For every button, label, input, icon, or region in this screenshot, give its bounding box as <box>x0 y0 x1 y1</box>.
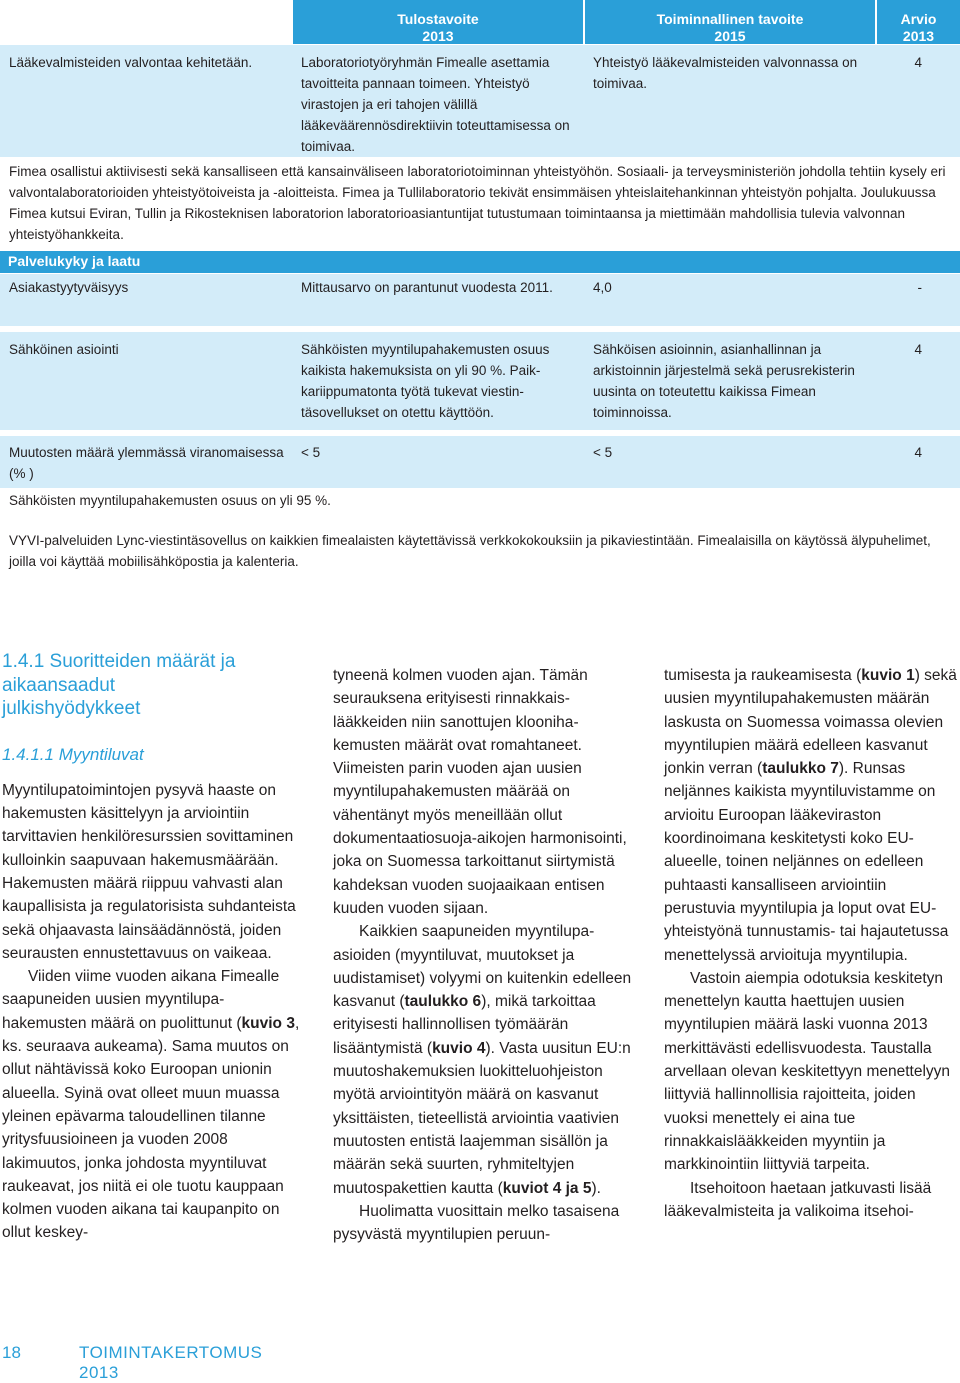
table-row <box>0 274 960 326</box>
row-goal: Lääkevalmisteiden valvontaa kehitetään. <box>9 55 253 70</box>
paragraph: tyneenä kolmen vuoden ajan. Tämän seurauksena erityisesti rinnakkaislääkkeiden niin sanottujen kloonihakemusten määrät ovat romahtaneet. Viimeisten parin vuoden ajan uusien myyntilupahakemusten määrää on vähentänyt myös meneillään ollut dokumentaatiosuoja-aikojen harmonisointi, joka on Suomessa tarkoittanut siirtymistä kahdeksan vuoden suojaaikaan entisen kuuden vuoden sijaan. <box>333 667 627 917</box>
header-output-label: Tulostavoite <box>397 11 479 27</box>
table-reference: taulukko 7 <box>762 760 839 778</box>
row-operational: < 5 <box>593 445 613 460</box>
header-operational-label: Toiminnallinen tavoite <box>656 11 804 27</box>
header-output-year: 2013 <box>422 28 454 44</box>
row-operational: Yhteistyö lääkevalmisteiden valvonnassa on toimivaa. <box>593 55 858 91</box>
page-number: 18 <box>2 1343 21 1362</box>
paragraph: Huolimatta vuosittain melko tasaisena pysyvästä myyntilupien peruun- <box>333 1202 620 1244</box>
header-output-target <box>293 0 583 44</box>
row-output: Mittausarvo on parantunut vuodesta 2011. <box>301 280 553 295</box>
header-assessment-year: 2013 <box>902 28 935 44</box>
table-row <box>0 45 960 157</box>
header-assessment-label: Arvio <box>900 11 937 27</box>
subsection-heading: 1.4.1.1 Myyntiluvat <box>2 744 144 764</box>
row-score: 4 <box>914 55 922 70</box>
table-reference: taulukko 6 <box>404 993 482 1011</box>
row-output: Laboratoriotyöryhmän Fimealle asettamia tavoitteita pannaan toimeen. Yhteistyö virastojen ja eri tahojen välillä lääkeväärennösdirektiivin toteuttamisessa on toimivaa. <box>301 55 570 154</box>
table-row <box>0 332 960 430</box>
section-header <box>0 251 960 273</box>
report-title: TOIMINTAKERTOMUS 2013 <box>79 1343 263 1382</box>
row-operational: 4,0 <box>593 280 612 295</box>
article-column-3 <box>664 664 958 1223</box>
row-score: 4 <box>914 445 922 460</box>
row-note: Fimea osallistui aktiivisesti sekä kansalliseen että kansainväliseen laboratoriotoiminnan yhteistyöhön. Sosiaali- ja terveysministeriön johdolla tehtiin kysely eri valvontalaboratorioiden yhteistyötoiveista ja -aloitteista. Fimea ja Tullilaboratorio tekivät ensimmäisen yhteislaitehankinnan yhteistyön pohjalta. Joulukuussa Fimea kutsui Eviran, Tullin ja Rikosteknisen laboratorion laboratorioasiantuntijat tutustumaan toimintaansa ja miettimään mahdollisia tulevia valvonnan yhteistyöhankkeita. <box>9 164 946 242</box>
row-output: Sähköisten myyntilupahakemusten osuus kaikista hakemuksista on yli 90 %. Paikkariippumatonta työtä tukevat viestintäsovellukset on otettu käyttöön. <box>301 342 550 420</box>
table-row <box>0 436 960 488</box>
header-assessment <box>877 0 960 44</box>
row-output: < 5 <box>301 445 321 460</box>
paragraph: Vastoin aiempia odotuksia keskitetyn menettelyn kautta haettujen uusien myyntilupien määrä laski vuonna 2013 merkittävästi edellisvuodesta. Taustalla arvellaan olevan keskitettyyn menettelyyn liittyviä hallinnollisia rajoitteita, joiden vuoksi menettely ei aina tue rinnakkaislääkkeiden myyntiin ja markkinointiin liittyviä tarpeita. <box>664 969 951 1174</box>
header-operational-year: 2015 <box>714 28 746 44</box>
row-goal: Muutosten määrä ylemmässä viranomaisessa (% ) <box>9 445 284 481</box>
paragraph: Myyntilupatoimintojen pysyvä haaste on hakemusten käsittelyyn ja arviointiin tarvittavien henkilöresurssien sovittaminen kulloinkin saapuvaan hakemusmäärään. Hakemusten määrä riippuu vahvasti alan kaupallisista ja regulatorisista suhdanteista sekä ohjaavasta lainsäädännöstä, joiden seurausten ennustettavuus on vaikeaa. <box>2 781 296 962</box>
row-goal: Asiakastyytyväisyys <box>9 280 129 295</box>
header-operational-target <box>585 0 875 44</box>
article-column-1 <box>2 650 302 1245</box>
row-operational: Sähköisen asioinnin, asianhallinnan ja arkistoinnin järjestelmä sekä perusrekisterin uusinta on toteutettu kaikissa Fimean toiminnoissa. <box>593 342 855 420</box>
paragraph: Viiden viime vuoden aikana Fimealle saapuneiden uusien myyntilupahakemusten määrä on puolittunut (kuvio 3, ks. seuraava aukeama). Sama muutos on ollut nähtävissä koko Euroopan unionin alueella. Syinä ovat olleet muun muassa yleinen epävarma taloudellinen tilanne yritysfuusioineen ja vuoden 2008 lakimuutos, jonka johdosta myyntiluvat raukeavat, jos niitä ei ole tuotu kauppaan kolmen vuoden aikana tai kaupanpito on ollut keskey- <box>2 968 300 1242</box>
row-score: - <box>917 280 922 295</box>
figure-reference: kuvio 3 <box>241 1014 295 1032</box>
figure-reference: kuvio 1 <box>861 667 915 684</box>
paragraph: Itsehoitoon haetaan jatkuvasti lisää lääkevalmisteita ja valikoima itsehoi- <box>664 1179 932 1220</box>
article-column-2 <box>333 664 633 1246</box>
paragraph: tumisesta ja raukeamisesta (kuvio 1) sekä uusien myyntilupahakemusten määrän laskusta on Suomessa voimassa olevien myyntilupien määrä edelleen kasvanut jonkin verran (taulukko 7). Runsas neljännes kaikista myyntiluvistamme on arvioitu Euroopan lääkeviraston koordinoimana keskitetysti koko EU-alueelle, toinen neljännes on edelleen puhtaasti kansalliseen arviointiin perustuvia myyntilupia ja loput ovat EU-yhteistyönä tunnustamis- tai hajautetussa menettelyssä arvioituja myyntilupia. <box>664 667 957 964</box>
row-note: VYVI-palveluiden Lync-viestintäsovellus on kaikkien fimealaisten käytettävissä verkkokokouksiin ja pikaviestintään. Fimealaisilla on käytössä älypuhelimet, joilla voi käyttää mobiilisähköpostia ja kalenteria. <box>9 533 931 569</box>
paragraph: Kaikkien saapuneiden myyntilupaasioiden (myyntiluvat, muutokset ja uudistamiset) volyymi on kuitenkin edelleen kasvanut (taulukko 6), mikä tarkoittaa erityisesti hallinnollisen työmäärän lisääntymistä (kuvio 4). Vasta uusitun EU:n muutoshakemuksien luokitteluohjeiston myötä arviointityön määrä on kasvanut yksittäisten, tieteellistä arviointia vaativien muutosten entistä laajemman sisällön ja määrän sekä suurten, ryhmiteltyjen muutospakettien kautta (kuviot 4 ja 5). <box>333 923 632 1197</box>
row-goal: Sähköinen asiointi <box>9 342 119 357</box>
section-heading: 1.4.1 Suoritteiden määrät ja aikaansaadut julkishyödykkeet <box>2 651 236 719</box>
section-title: Palvelukyky ja laatu <box>8 253 141 269</box>
figure-reference: kuviot 4 ja 5 <box>502 1179 592 1197</box>
row-note: Sähköisten myyntilupahakemusten osuus on yli 95 %. <box>9 493 331 508</box>
figure-reference: kuvio 4 <box>432 1039 486 1057</box>
row-score: 4 <box>914 342 922 357</box>
